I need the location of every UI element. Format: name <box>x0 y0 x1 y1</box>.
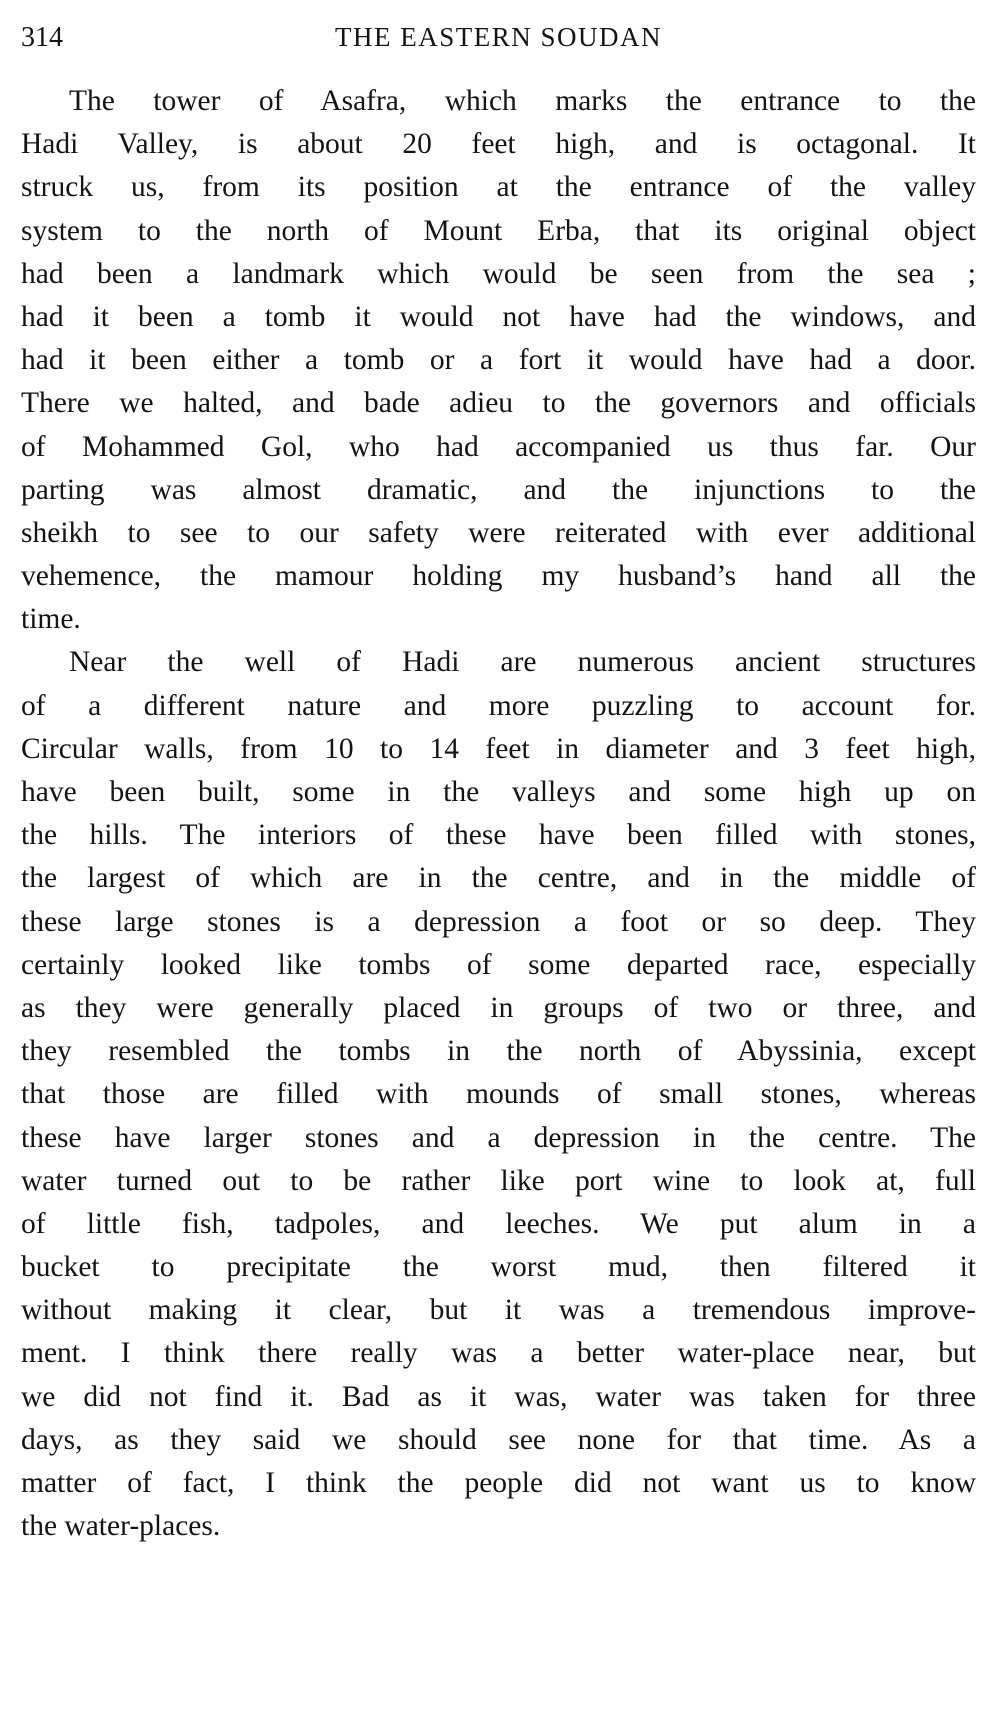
paragraph-2 <box>21 641 976 1548</box>
text-line: The tower of Asafra, which marks the entrance to the <box>69 85 976 117</box>
text-line: these large stones is a depression a foot or so deep. They <box>21 905 976 938</box>
text-line: struck us, from its position at the entrance of the valley <box>21 171 976 204</box>
text-line: we did not find it. Bad as it was, water was taken for three <box>21 1380 976 1413</box>
text-line: without making it clear, but it was a tremendous improve- <box>21 1294 976 1327</box>
text-line: these have larger stones and a depression in the centre. The <box>21 1121 976 1154</box>
text-line: bucket to precipitate the worst mud, then filtered it <box>21 1251 976 1284</box>
page-number: 314 <box>21 22 63 53</box>
text-line: time. <box>21 603 81 636</box>
text-line: There we halted, and bade adieu to the governors and officials <box>21 387 976 420</box>
text-line: the hills. The interiors of these have been filled with stones, <box>21 819 976 852</box>
text-line: have been built, some in the valleys and some high up on <box>21 776 976 808</box>
text-line: Near the well of Hadi are numerous ancient structures <box>69 646 976 679</box>
text-line: system to the north of Mount Erba, that its original object <box>21 214 976 247</box>
text-line: sheikh to see to our safety were reiterated with ever additional <box>21 516 976 549</box>
text-line: Hadi Valley, is about 20 feet high, and is octagonal. It <box>21 128 976 161</box>
text-line: the largest of which are in the centre, and in the middle of <box>21 862 976 895</box>
text-line: of little fish, tadpoles, and leeches. We put alum in a <box>21 1207 976 1240</box>
text-line: the water-places. <box>21 1510 221 1543</box>
text-line: parting was almost dramatic, and the injunctions to the <box>21 473 976 506</box>
text-line: certainly looked like tombs of some departed race, especially <box>21 948 976 981</box>
text-line: of Mohammed Gol, who had accompanied us thus far. Our <box>21 430 976 463</box>
running-title: THE EASTERN SOUDAN <box>335 22 662 52</box>
text-line: vehemence, the mamour holding my husband’s hand all the <box>21 560 976 593</box>
text-line: had it been a tomb it would not have had the windows, and <box>21 300 976 333</box>
text-line: matter of fact, I think the people did not want us to know <box>21 1467 976 1499</box>
text-line: days, as they said we should see none for that time. As a <box>21 1423 976 1456</box>
paragraph-1 <box>21 80 976 641</box>
text-line: that those are filled with mounds of small stones, whereas <box>21 1078 976 1111</box>
text-line: ment. I think there really was a better water-place near, but <box>21 1337 976 1370</box>
text-line: had it been either a tomb or a fort it would have had a door. <box>21 344 976 377</box>
text-line: Circular walls, from 10 to 14 feet in diameter and 3 feet high, <box>21 732 976 765</box>
text-line: water turned out to be rather like port wine to look at, full <box>21 1164 976 1197</box>
body-text <box>21 80 976 1548</box>
text-line: of a different nature and more puzzling to account for. <box>21 689 976 722</box>
text-line: had been a landmark which would be seen from the sea ; <box>21 257 976 290</box>
text-line: as they were generally placed in groups of two or three, and <box>21 991 976 1024</box>
text-line: they resembled the tombs in the north of Abyssinia, except <box>21 1035 976 1068</box>
running-head <box>21 12 976 62</box>
